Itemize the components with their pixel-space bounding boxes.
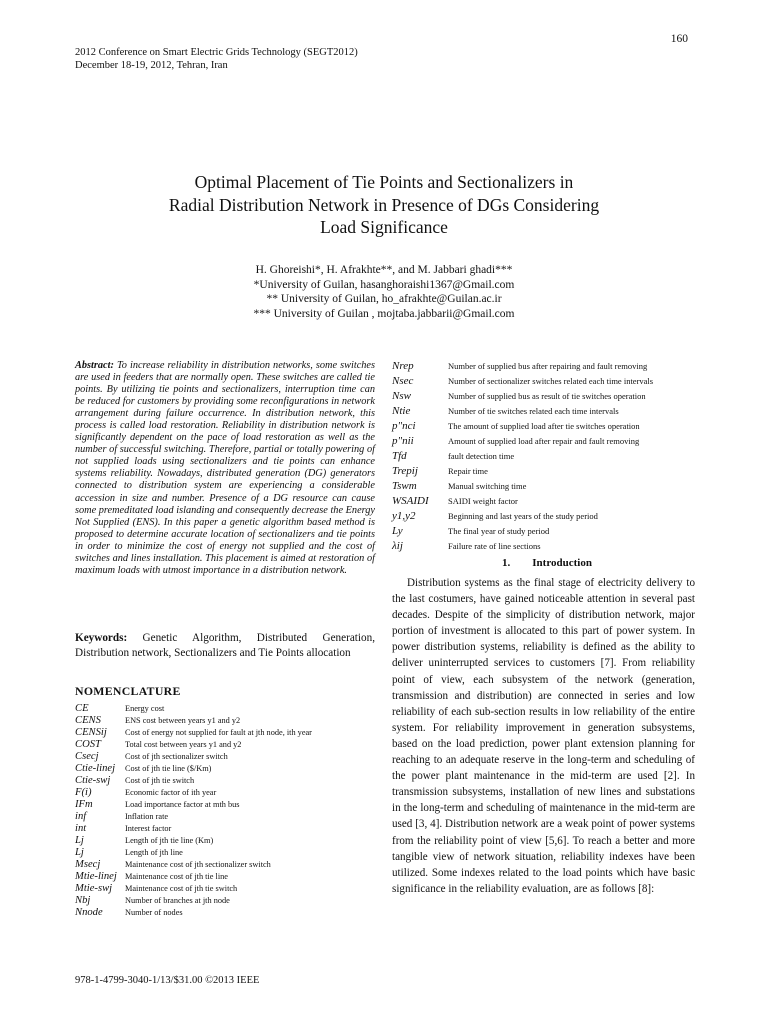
nomenclature-item bbox=[75, 895, 375, 907]
copyright-footer: 978-1-4799-3040-1/13/$31.00 ©2013 IEEE bbox=[75, 975, 260, 986]
nomenclature-definition: Number of branches at jth node bbox=[125, 896, 230, 906]
nomenclature-definition: Maintenance cost of jth sectionalizer switch bbox=[125, 860, 271, 870]
keywords-label: Keywords: bbox=[75, 632, 128, 644]
nomenclature-symbol: Nsec bbox=[392, 374, 414, 387]
nomenclature-item bbox=[75, 726, 375, 738]
nomenclature-definition: Number of sectionalizer switches related each time intervals bbox=[448, 375, 654, 386]
nomenclature-item bbox=[392, 508, 702, 523]
nomenclature-item bbox=[75, 714, 375, 726]
nomenclature-symbol: CENS bbox=[75, 714, 101, 726]
nomenclature-definition: Interest factor bbox=[125, 823, 172, 833]
section-title: Introduction bbox=[532, 557, 592, 569]
nomenclature-item bbox=[75, 822, 375, 834]
nomenclature-symbol: Nsw bbox=[392, 389, 411, 402]
nomenclature-symbol: Ly bbox=[392, 524, 403, 537]
nomenclature-item bbox=[75, 847, 375, 859]
nomenclature-list-left bbox=[75, 702, 375, 919]
nomenclature-symbol: COST bbox=[75, 738, 101, 750]
nomenclature-symbol: Ctie-swj bbox=[75, 774, 111, 786]
affiliation-3: *** University of Guilan , mojtaba.jabbarii@Gmail.com bbox=[253, 307, 515, 320]
nomenclature-symbol: Lj bbox=[75, 835, 84, 847]
nomenclature-definition: Repair time bbox=[448, 465, 488, 476]
nomenclature-symbol: int bbox=[75, 822, 87, 834]
nomenclature-item bbox=[392, 358, 702, 373]
introduction-paragraph: Distribution systems as the final stage of electricity delivery to the last costumers, have gained noticeable attention in several past decades. Despite of the simplicity of distribution network, major portion of investment is allocated to this part of power system. In power distribution systems, reliability is defined as the ability to deliver uninterrupted services to customers [7]. From reliability point of view, each subsystem of the network (generation, transmission and distribution) are connected in series and low reliability of each sub-section results in low reliability of the entire system. For reliability improvement in generation subsystems, based on the load prediction, power plant extension planning for reaching to an adequate reserve in the long-term and scheduling of the power plant maintenance in the mid-term are used [2]. In transmission subsystems, installation of new lines and substations in the long-term and scheduling of maintenance in the mid-term are used [3, 4]. Distribution network are a weak point of power systems from the reliability point of view [5,6]. To reach a better and more tangible view of network situation, reliability indexes have been utilized. Some indexes related to the load points which have basic significance in the reliability evaluation, are as follows [8]: bbox=[392, 577, 695, 895]
nomenclature-item bbox=[392, 538, 702, 553]
nomenclature-list-right bbox=[392, 358, 702, 553]
nomenclature-symbol: Csecj bbox=[75, 750, 99, 762]
nomenclature-item bbox=[392, 448, 702, 463]
nomenclature-symbol: Nrep bbox=[392, 359, 414, 372]
nomenclature-symbol: y1,y2 bbox=[392, 509, 416, 522]
nomenclature-definition: Number of tie switches related each time intervals bbox=[448, 405, 619, 416]
keywords-text: Genetic Algorithm, Distributed Generation, Distribution network, Sectionalizers and Tie Points allocation bbox=[75, 632, 375, 659]
nomenclature-symbol: Nbj bbox=[75, 895, 91, 907]
nomenclature-definition: Cost of jth sectionalizer switch bbox=[125, 751, 228, 761]
nomenclature-item bbox=[75, 859, 375, 871]
nomenclature-symbol: Nnode bbox=[75, 907, 103, 919]
nomenclature-symbol: Mtie-swj bbox=[75, 883, 113, 895]
nomenclature-symbol: inf bbox=[75, 810, 87, 822]
nomenclature-symbol: p"nii bbox=[392, 434, 414, 447]
nomenclature-definition: Energy cost bbox=[125, 703, 165, 713]
conference-header bbox=[75, 46, 358, 72]
nomenclature-definition: Maintenance cost of jth tie line bbox=[125, 872, 228, 882]
keywords bbox=[75, 631, 375, 661]
nomenclature-definition: Maintenance cost of jth tie switch bbox=[125, 884, 238, 894]
section-number: 1. bbox=[502, 557, 511, 569]
nomenclature-item bbox=[75, 786, 375, 798]
nomenclature-item bbox=[392, 403, 702, 418]
nomenclature-item bbox=[75, 835, 375, 847]
nomenclature-item bbox=[75, 810, 375, 822]
nomenclature-definition: The amount of supplied load after tie switches operation bbox=[448, 420, 640, 431]
nomenclature-symbol: Mtie-linej bbox=[75, 871, 117, 883]
nomenclature-symbol: CE bbox=[75, 702, 89, 714]
nomenclature-definition: Inflation rate bbox=[125, 811, 169, 821]
nomenclature-item bbox=[75, 883, 375, 895]
title-line-2: Radial Distribution Network in Presence of DGs Considering bbox=[168, 194, 600, 215]
nomenclature-definition: ENS cost between years y1 and y2 bbox=[125, 715, 241, 725]
nomenclature-symbol: Trepij bbox=[392, 464, 418, 477]
nomenclature-item bbox=[392, 463, 702, 478]
nomenclature-item bbox=[75, 738, 375, 750]
nomenclature-symbol: IFm bbox=[75, 798, 93, 810]
nomenclature-definition: Manual switching time bbox=[448, 480, 527, 491]
nomenclature-definition: Number of supplied bus after repairing and fault removing bbox=[448, 360, 648, 371]
nomenclature-definition: Cost of energy not supplied for fault at jth node, ith year bbox=[125, 727, 312, 737]
section-heading-introduction bbox=[392, 557, 702, 569]
nomenclature-definition: Economic factor of ith year bbox=[125, 787, 217, 797]
nomenclature-symbol: Msecj bbox=[75, 859, 101, 871]
author-names: H. Ghoreishi*, H. Afrakhte**, and M. Jabbari ghadi*** bbox=[255, 264, 513, 276]
nomenclature-definition: SAIDI weight factor bbox=[448, 495, 518, 506]
nomenclature-item bbox=[75, 750, 375, 762]
conference-name: 2012 Conference on Smart Electric Grids Technology (SEGT2012) bbox=[75, 47, 358, 58]
nomenclature-definition: Cost of jth tie switch bbox=[125, 775, 195, 785]
nomenclature-symbol: Lj bbox=[75, 847, 84, 859]
nomenclature-definition: Amount of supplied load after repair and fault removing bbox=[448, 435, 640, 446]
nomenclature-item bbox=[392, 523, 702, 538]
nomenclature-symbol: λij bbox=[392, 539, 403, 552]
abstract-text: To increase reliability in distribution networks, some switches are used in feeders that are normally open. These switches are called tie points. By utilizing tie points and sectionalizers, interruption time can be reduced for customers by providing some reconfigurations in network arrangement during failure occurrence. In distribution network, this process is called load restoration. Reliability in distribution network is significantly dependent on the pace of load restoration as well as the number of successful switching. Therefore, partial or totally powering of not supplied loads using sectionalizers and tie points can enhance systems reliability. Nowadays, distributed generation (DG) generators connected to distribution system are experiencing a considerable accession in size and number. Presence of a DG resource can cause some premeditated load islanding and consequently decrease the Energy Not Supplied (ENS). In this paper a genetic algorithm based method is proposed to determine accurate location of sectionalizers and tie points in order to minimize the cost of energy not supplied and the cost of switches and lines installation. This placement is aimed at restoration of maximum loads with utmost importance in a distribution network. bbox=[75, 360, 375, 576]
abstract bbox=[75, 360, 375, 577]
nomenclature-definition: Load importance factor at mth bus bbox=[125, 799, 240, 809]
nomenclature-definition: The final year of study period bbox=[448, 525, 550, 536]
nomenclature-item bbox=[75, 907, 375, 919]
affiliation-1: *University of Guilan, hasanghoraishi1367@Gmail.com bbox=[253, 278, 515, 291]
nomenclature-item bbox=[75, 702, 375, 714]
conference-date: December 18-19, 2012, Tehran, Iran bbox=[75, 60, 228, 71]
title-line-3: Load Significance bbox=[320, 217, 448, 237]
nomenclature-symbol: Ntie bbox=[392, 404, 411, 417]
nomenclature-item bbox=[392, 373, 702, 388]
nomenclature-definition: fault detection time bbox=[448, 450, 515, 461]
nomenclature-item bbox=[75, 774, 375, 786]
nomenclature-symbol: Ctie-linej bbox=[75, 762, 116, 774]
nomenclature-item bbox=[75, 798, 375, 810]
nomenclature-definition: Length of jth line bbox=[125, 848, 183, 858]
author-block bbox=[60, 263, 708, 321]
nomenclature-heading: NOMENCLATURE bbox=[75, 684, 181, 698]
nomenclature-symbol: p"nci bbox=[392, 419, 416, 432]
nomenclature-definition: Number of nodes bbox=[125, 908, 183, 918]
nomenclature-symbol: Tswm bbox=[392, 479, 417, 492]
nomenclature-item bbox=[75, 871, 375, 883]
nomenclature-item bbox=[392, 388, 702, 403]
nomenclature-definition: Length of jth tie line (Km) bbox=[125, 836, 214, 846]
nomenclature-symbol: F(i) bbox=[75, 786, 92, 798]
nomenclature-definition: Total cost between years y1 and y2 bbox=[125, 739, 242, 749]
nomenclature-item bbox=[392, 418, 702, 433]
title-line-1: Optimal Placement of Tie Points and Sectionalizers in bbox=[194, 172, 574, 192]
abstract-label: Abstract: bbox=[75, 360, 114, 371]
nomenclature-definition: Failure rate of line sections bbox=[448, 540, 541, 551]
nomenclature-definition: Beginning and last years of the study period bbox=[448, 510, 598, 521]
nomenclature-symbol: CENSij bbox=[75, 726, 107, 738]
nomenclature-item bbox=[392, 478, 702, 493]
nomenclature-item bbox=[75, 762, 375, 774]
nomenclature-item bbox=[392, 433, 702, 448]
nomenclature-definition: Cost of jth tie line ($/Km) bbox=[125, 763, 212, 773]
nomenclature-symbol: Tfd bbox=[392, 449, 407, 462]
nomenclature-item bbox=[392, 493, 702, 508]
affiliation-2: ** University of Guilan, ho_afrakhte@Guilan.ac.ir bbox=[266, 293, 502, 305]
page-number: 160 bbox=[670, 33, 688, 45]
nomenclature-symbol: WSAIDI bbox=[392, 494, 429, 507]
nomenclature-definition: Number of supplied bus as result of tie switches operation bbox=[448, 390, 646, 401]
paper-title bbox=[60, 171, 708, 239]
